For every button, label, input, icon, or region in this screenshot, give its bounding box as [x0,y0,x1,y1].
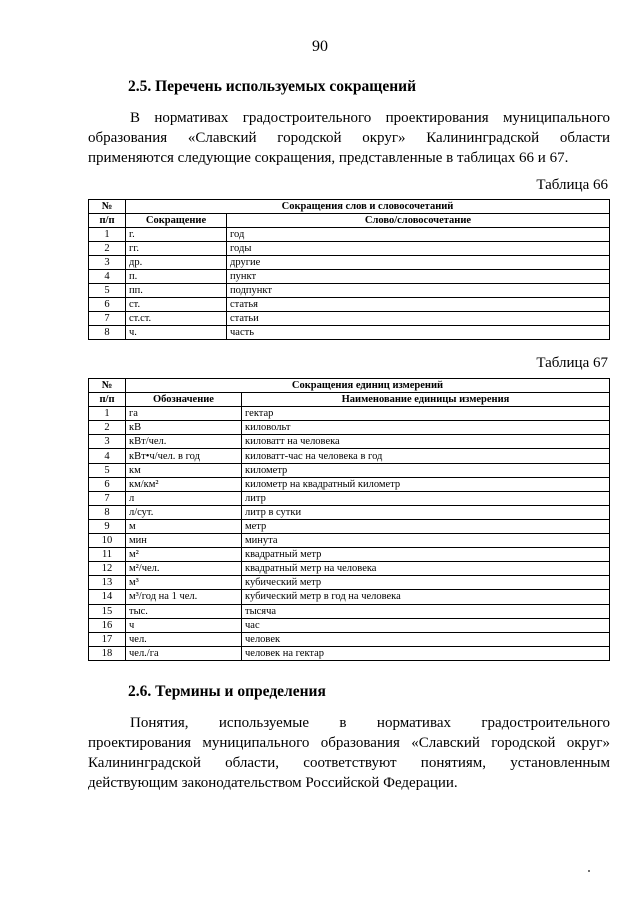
row-abbreviation: тыс. [126,604,242,618]
table-row [89,548,610,562]
row-abbreviation: п. [126,270,227,284]
table-row [89,407,610,421]
table-row [89,477,610,491]
table-row [89,463,610,477]
row-abbreviation: м [126,519,242,533]
row-abbreviation: ч. [126,326,227,340]
units-table [88,378,610,661]
row-abbreviation: кВ [126,421,242,435]
table-row [89,632,610,646]
row-meaning: час [242,618,610,632]
paragraph-line: применяются следующие сокращения, представленные в таблицах 66 и 67. [88,150,569,166]
col-num-bottom: п/п [89,393,126,407]
row-abbreviation: чел./га [126,646,242,660]
table-row [89,242,610,256]
row-abbreviation: г. [126,228,227,242]
table-group-header: Сокращения слов и словосочетаний [126,200,610,214]
row-abbreviation: га [126,407,242,421]
row-meaning: литр [242,491,610,505]
row-number: 4 [89,270,126,284]
table-row [89,298,610,312]
row-number: 8 [89,326,126,340]
row-meaning: километр на квадратный километр [242,477,610,491]
table-row [89,256,610,270]
paragraph-line: Калининградской области, соответствуют понятиям, установленным [88,755,610,771]
row-abbreviation: кВт•ч/чел. в год [126,449,242,463]
row-meaning: квадратный метр на человека [242,562,610,576]
row-number: 14 [89,590,126,604]
row-number: 8 [89,505,126,519]
row-meaning: гектар [242,407,610,421]
row-meaning: год [227,228,610,242]
table-row [89,505,610,519]
row-abbreviation: м³ [126,576,242,590]
table-row [89,228,610,242]
table-row [89,534,610,548]
abbreviations-table [88,199,610,340]
row-number: 2 [89,421,126,435]
table-row [89,421,610,435]
paragraph-line: Понятия, используемые в нормативах градостроительного [130,715,610,731]
row-meaning: киловатт-час на человека в год [242,449,610,463]
paragraph-line: образования «Славский городской округ» Калининградской области [88,130,610,146]
row-number: 6 [89,298,126,312]
row-number: 18 [89,646,126,660]
paragraph-line: проектирования муниципального образования «Славский городской округ» [88,735,610,751]
row-number: 4 [89,449,126,463]
row-meaning: часть [227,326,610,340]
row-meaning: подпункт [227,284,610,298]
table-row [89,519,610,533]
row-abbreviation: м²/чел. [126,562,242,576]
table-row [89,646,610,660]
row-abbreviation: кВт/чел. [126,435,242,449]
row-abbreviation: мин [126,534,242,548]
row-meaning: километр [242,463,610,477]
row-number: 16 [89,618,126,632]
table-row [89,576,610,590]
intro-paragraph [88,108,610,168]
row-meaning: квадратный метр [242,548,610,562]
table-row [89,562,610,576]
col-num-top: № [89,379,126,393]
page-number: 90 [312,38,328,55]
paragraph-line: действующим законодательством Российской Федерации. [88,775,458,791]
row-meaning: статьи [227,312,610,326]
table-row [89,590,610,604]
row-number: 13 [89,576,126,590]
row-number: 3 [89,435,126,449]
row-number: 1 [89,228,126,242]
row-abbreviation: пп. [126,284,227,298]
table-67-caption: Таблица 67 [536,355,608,371]
table-row [89,270,610,284]
row-meaning: киловатт на человека [242,435,610,449]
row-abbreviation: м² [126,548,242,562]
row-abbreviation: м³/год на 1 чел. [126,590,242,604]
row-number: 12 [89,562,126,576]
row-meaning: статья [227,298,610,312]
row-number: 3 [89,256,126,270]
row-abbreviation: ст.ст. [126,312,227,326]
row-number: 5 [89,463,126,477]
row-abbreviation: чел. [126,632,242,646]
section-heading-abbreviations: 2.5. Перечень используемых сокращений [128,78,417,95]
table-row [89,284,610,298]
row-meaning: тысяча [242,604,610,618]
table-group-header: Сокращения единиц измерений [126,379,610,393]
col-num-top: № [89,200,126,214]
col-header-abbr: Сокращение [126,214,227,228]
row-number: 5 [89,284,126,298]
table-row [89,449,610,463]
section-heading-terms: 2.6. Термины и определения [128,683,326,700]
row-abbreviation: др. [126,256,227,270]
table-row [89,326,610,340]
row-abbreviation: ст. [126,298,227,312]
row-abbreviation: гг. [126,242,227,256]
paragraph-line: В нормативах градостроительного проектирования муниципального [130,110,610,126]
row-meaning: другие [227,256,610,270]
row-meaning: годы [227,242,610,256]
table-row [89,491,610,505]
table-row [89,312,610,326]
row-meaning: пункт [227,270,610,284]
row-meaning: человек [242,632,610,646]
col-num-bottom: п/п [89,214,126,228]
row-number: 2 [89,242,126,256]
row-meaning: человек на гектар [242,646,610,660]
row-meaning: кубический метр в год на человека [242,590,610,604]
col-header-word: Слово/словосочетание [227,214,610,228]
scan-speck [588,870,590,872]
row-number: 6 [89,477,126,491]
row-number: 11 [89,548,126,562]
row-number: 1 [89,407,126,421]
row-number: 7 [89,491,126,505]
row-number: 10 [89,534,126,548]
row-meaning: кубический метр [242,576,610,590]
table-row [89,604,610,618]
row-meaning: киловольт [242,421,610,435]
row-abbreviation: л [126,491,242,505]
terms-paragraph [88,713,610,793]
row-number: 7 [89,312,126,326]
table-66-caption: Таблица 66 [536,177,608,193]
row-meaning: метр [242,519,610,533]
col-header-abbr: Обозначение [126,393,242,407]
col-header-word: Наименование единицы измерения [242,393,610,407]
row-abbreviation: км [126,463,242,477]
row-number: 15 [89,604,126,618]
table-row [89,435,610,449]
row-abbreviation: км/км² [126,477,242,491]
row-abbreviation: ч [126,618,242,632]
row-number: 17 [89,632,126,646]
table-row [89,618,610,632]
row-abbreviation: л/сут. [126,505,242,519]
row-meaning: литр в сутки [242,505,610,519]
row-meaning: минута [242,534,610,548]
row-number: 9 [89,519,126,533]
